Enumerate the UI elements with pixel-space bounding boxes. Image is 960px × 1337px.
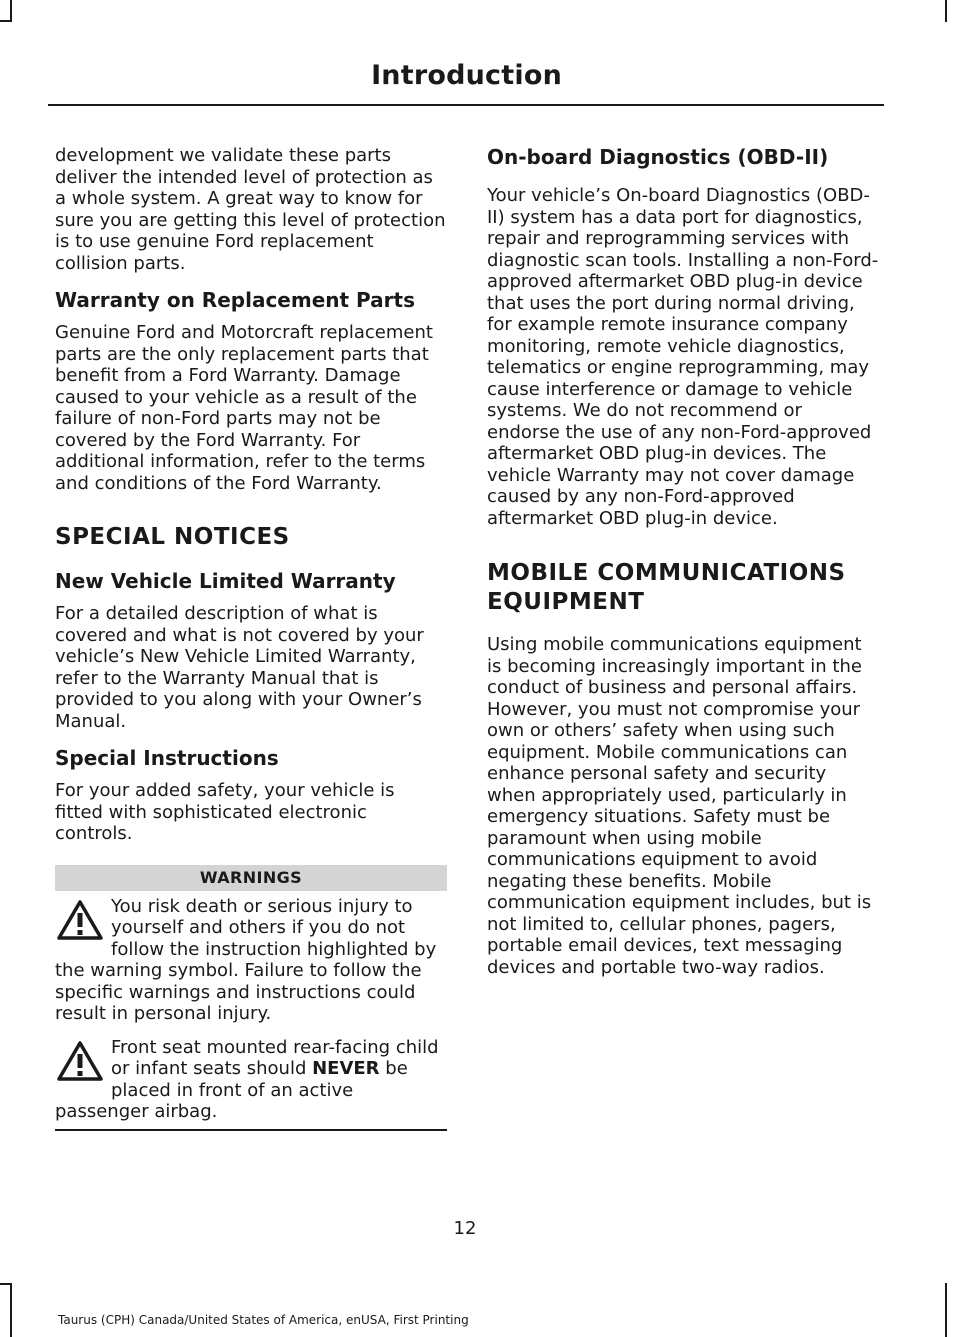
header-rule — [48, 104, 884, 106]
warning-triangle-icon — [55, 898, 105, 942]
footer-text: Taurus (CPH) Canada/United States of America, enUSA, First Printing — [58, 1313, 469, 1327]
warning-item-1 — [55, 896, 447, 1025]
page-header-title: Introduction — [371, 60, 562, 91]
crop-mark-bottom-right-v — [945, 1283, 947, 1337]
warranty-paragraph: Genuine Ford and Motorcraft replacement parts are the only replacement parts that benefit from a Ford Warranty. Damage caused to your vehicle as a result of the failure of non-Ford parts may not be covered by the Ford Warranty. For additional information, refer to the terms and conditions of the Ford Warranty. — [55, 322, 433, 494]
nvlw-heading: New Vehicle Limited Warranty — [55, 569, 396, 593]
mobile-paragraph: Using mobile communications equipment is becoming increasingly important in the conduct of business and personal affairs. However, you must not compromise your own or others’ safety when using such equipment. Mobile communications can enhance personal safety and security when appropriately used, particularly in emergency situations. Safety must be paramount when using mobile communications equipment to avoid negating these benefits. Mobile communication equipment includes, but is not limited to, cellular phones, pagers, portable email devices, text messaging devices and portable two-way radios. — [487, 634, 872, 978]
warning-2-text-pre: Front seat mounted rear-facing child or infant seats should — [111, 1036, 439, 1079]
page-number: 12 — [453, 1218, 477, 1239]
special-instructions-heading: Special Instructions — [55, 746, 279, 770]
warnings-bar: WARNINGS — [55, 865, 447, 891]
obd-paragraph: Your vehicle’s On-board Diagnostics (OBD-II) system has a data port for diagnostics, repair and reprogramming services with diagnostic scan tools. Installing a non-Ford-approved aftermarket OBD plug-in device that uses the port during normal driving, for example remote insurance company monitoring, remote vehicle diagnostics, telematics or engine reprogramming, may cause interference or damage to vehicle systems. We do not recommend or endorse the use of any non-Ford-approved aftermarket OBD plug-in devices. The vehicle Warranty may not cover damage caused by any non-Ford-approved aftermarket OBD plug-in device. — [487, 185, 879, 529]
right-column — [487, 145, 879, 978]
crop-mark-top-left-h — [0, 20, 12, 22]
nvlw-paragraph: For a detailed description of what is covered and what is not covered by your vehicle’s New Vehicle Limited Warranty, refer to the Warranty Manual that is provided to you along with your Owner’s Manual. — [55, 603, 424, 732]
crop-mark-bottom-left-v — [10, 1283, 12, 1337]
left-column — [55, 145, 447, 1131]
crop-mark-top-left-v — [10, 0, 12, 22]
warning-triangle-icon — [55, 1039, 105, 1083]
crop-mark-top-right-v — [945, 0, 947, 22]
warning-1-text: You risk death or serious injury to yourself and others if you do not follow the instruction highlighted by the warning symbol. Failure to follow the specific warnings and instructions could result in personal injury. — [55, 895, 437, 1024]
special-instructions-paragraph: For your added safety, your vehicle is fitted with sophisticated electronic controls. — [55, 780, 395, 844]
warnings-bottom-rule — [55, 1129, 447, 1131]
warning-2-text-post: be placed in front of an active passenger airbag. — [55, 1058, 408, 1122]
intro-paragraph: development we validate these parts deliver the intended level of protection as a whole system. A great way to know for sure you are getting this level of protection is to use genuine Ford replacement collision parts. — [55, 145, 446, 274]
special-notices-heading: SPECIAL NOTICES — [55, 524, 290, 550]
warning-item-2 — [55, 1037, 447, 1123]
warning-2-never: NEVER — [312, 1058, 380, 1079]
mobile-heading-line-1: MOBILE COMMUNICATIONS — [487, 560, 846, 586]
crop-mark-bottom-left-h — [0, 1283, 12, 1285]
warranty-heading: Warranty on Replacement Parts — [55, 288, 415, 312]
obd-heading: On-board Diagnostics (OBD-II) — [487, 145, 829, 169]
mobile-heading-line-2: EQUIPMENT — [487, 589, 645, 615]
